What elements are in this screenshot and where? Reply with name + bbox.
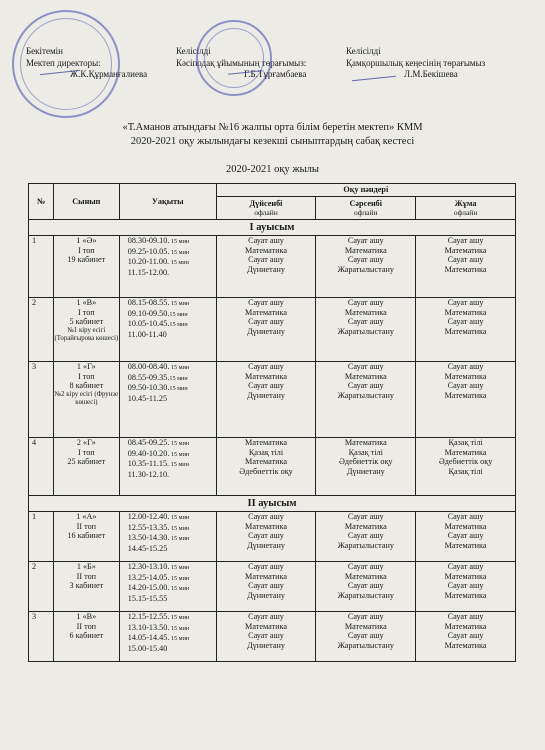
class-info: №2 кіру есігі (Фрунзе көшесі): [54, 390, 118, 406]
lesson-time: [128, 438, 216, 449]
subject: Сауат ашу: [347, 362, 384, 371]
union-stamp-icon: [196, 20, 272, 96]
table-row: [29, 612, 516, 662]
shift-two-header: II ауысым: [29, 496, 516, 512]
subject: Математика: [444, 326, 487, 336]
time-range: 12.30-13.10.: [127, 562, 170, 571]
subject: Математика: [444, 307, 487, 317]
row-number: 2: [29, 562, 54, 612]
table-row: [29, 236, 516, 298]
subject: Сауат ашу: [447, 381, 484, 391]
subjects-mon: [216, 438, 316, 496]
class-cell: [53, 362, 119, 438]
time-range: 15.00-15.40: [127, 643, 168, 653]
subjects-fri: [416, 438, 516, 496]
subject: Сауат ашу: [347, 317, 384, 327]
subject: Дүниетану: [247, 390, 285, 400]
subject: Жаратылыстану: [337, 390, 394, 400]
col-header-monday: [216, 197, 316, 220]
academic-year: 2020-2021 оқу жылы: [226, 164, 319, 175]
subject: Математика: [444, 245, 487, 255]
break-length: 15 мин: [169, 310, 188, 318]
day-mode: офлайн: [254, 207, 278, 217]
subject: Сауат ашу: [248, 581, 284, 591]
subject: Сауат ашу: [447, 531, 484, 541]
subject: Әдебиеттік оқу: [339, 457, 393, 467]
lesson-time: [128, 309, 216, 320]
subject: Сауат ашу: [447, 317, 484, 327]
document-subtitle: 2020-2021 оқу жылындағы кезекші сыныптардың сабақ кестесі: [130, 136, 415, 147]
shift-one-header: I ауысым: [29, 220, 516, 236]
time-cell: [119, 438, 216, 496]
subjects-mon: [216, 362, 316, 438]
lesson-time: [128, 594, 216, 605]
subject: Жаратылыстану: [337, 590, 394, 600]
subject: Сауат ашу: [447, 362, 484, 371]
subject: Сауат ашу: [347, 531, 384, 541]
subject: Жаратылыстану: [337, 326, 394, 336]
break-length: 15 мин: [169, 524, 190, 532]
approval-name: Г.Б.Тұрғамбаева: [244, 69, 307, 79]
row-number: 1: [29, 236, 54, 298]
time-range: 08.30-09.10.: [127, 236, 170, 245]
subject: Дүниетану: [247, 264, 285, 274]
class-info: I топ: [77, 307, 95, 317]
lesson-time: [128, 612, 216, 623]
row-number: 4: [29, 438, 54, 496]
lesson-time: [128, 523, 216, 534]
subject: Математика: [444, 371, 487, 381]
subject: Сауат ашу: [347, 631, 384, 641]
subject: Математика: [444, 540, 487, 550]
row-number: 3: [29, 362, 54, 438]
subjects-wed: [316, 236, 416, 298]
class-name: 1 «В»: [76, 612, 97, 621]
class-info: №1 кіру есігі (Торайғырова көшесі): [54, 326, 119, 342]
lesson-time: [128, 644, 216, 655]
subject: Математика: [245, 621, 287, 631]
break-length: 15 мин: [169, 614, 190, 621]
subject: Дүниетану: [346, 466, 385, 476]
row-number: 2: [29, 298, 54, 362]
subject: Сауат ашу: [347, 255, 384, 265]
time-range: 09.25-10.05.: [127, 246, 170, 256]
break-length: 15 мин: [169, 624, 190, 632]
time-range: 13.50-14.30.: [127, 533, 170, 543]
break-length: 15 мин: [169, 385, 188, 393]
subjects-mon: [216, 512, 316, 562]
lesson-time: [128, 383, 216, 394]
subject: Қазақ тілі: [448, 438, 483, 447]
time-range: 11.30-12.10.: [127, 469, 170, 479]
subject: Сауат ашу: [347, 512, 384, 521]
time-range: 14.20-15.00.: [127, 583, 170, 593]
subject: Қазақ тілі: [248, 447, 284, 457]
break-length: 15 мин: [169, 574, 190, 582]
subjects-wed: [316, 298, 416, 362]
break-length: 15 мин: [169, 321, 188, 329]
subject: Математика: [444, 571, 487, 581]
subject: Математика: [245, 371, 287, 381]
lesson-time: [128, 268, 216, 279]
class-cell: [53, 562, 119, 612]
break-length: 15 мин: [169, 259, 189, 267]
lesson-time: [128, 257, 216, 268]
time-range: 09.40-10.20.: [127, 448, 170, 458]
time-cell: [119, 612, 216, 662]
approval-position: Мектеп директоры:: [26, 57, 101, 68]
subject: Сауат ашу: [248, 612, 284, 621]
subject: Сауат ашу: [447, 562, 484, 571]
subject: Сауат ашу: [447, 631, 484, 641]
class-info: 5 кабинет: [69, 317, 104, 327]
approval-label: Келісілді: [346, 46, 381, 56]
time-range: 14.05-14.45.: [127, 633, 170, 643]
subject: Сауат ашу: [248, 531, 284, 541]
subject: Математика: [444, 590, 487, 600]
subject: Математика: [344, 438, 387, 447]
class-info: II топ: [76, 521, 97, 531]
subject: Сауат ашу: [248, 631, 284, 641]
subject: Сауат ашу: [248, 562, 284, 571]
class-info: I топ: [77, 371, 95, 381]
break-length: 15 мин: [169, 374, 188, 382]
break-length: 15 мин: [169, 585, 190, 593]
shift-two-row: [29, 496, 516, 512]
lesson-time: [128, 236, 216, 247]
subject: Сауат ашу: [248, 236, 284, 245]
subject: Математика: [344, 307, 387, 317]
row-number: 3: [29, 612, 54, 662]
subject: Сауат ашу: [447, 581, 484, 591]
subject: Дүниетану: [247, 590, 285, 600]
subject: Сауат ашу: [248, 298, 284, 307]
class-name: 1 «Б»: [76, 562, 96, 571]
time-range: 12.55-13.35.: [127, 522, 170, 532]
class-info: I топ: [77, 245, 95, 255]
lesson-time: [128, 583, 216, 594]
time-cell: [119, 298, 216, 362]
school-stamp-icon: [12, 10, 120, 118]
subject: Математика: [245, 457, 287, 467]
lesson-time: [128, 449, 216, 460]
break-length: 15 мин: [169, 238, 190, 245]
subject: Сауат ашу: [248, 362, 284, 371]
break-length: 15 мин: [169, 440, 190, 447]
subject: Сауат ашу: [447, 236, 484, 245]
approval-name: Ж.К.Құрманғалиева: [70, 69, 148, 79]
subjects-mon: [216, 562, 316, 612]
class-cell: [53, 512, 119, 562]
lesson-time: [128, 573, 216, 584]
subject: Дүниетану: [247, 640, 285, 650]
time-range: 09.10-09.50.: [127, 308, 170, 318]
subject: Жаратылыстану: [337, 264, 394, 274]
subject: Сауат ашу: [347, 581, 384, 591]
class-info: 16 кабинет: [67, 531, 106, 541]
break-length: 15 мин: [169, 635, 190, 643]
time-range: 14.45-15.25: [127, 543, 168, 553]
col-header-subjects: Оқу пәндері: [216, 184, 515, 197]
subject: Математика: [444, 640, 487, 650]
time-range: 10.45-11.25: [127, 393, 168, 403]
col-header-wednesday: [316, 197, 416, 220]
break-length: 15 мин: [169, 450, 190, 458]
subjects-fri: [416, 298, 516, 362]
subject: Математика: [344, 521, 387, 531]
subject: Сауат ашу: [347, 562, 384, 571]
class-cell: [53, 438, 119, 496]
class-name: 1 «Ә»: [76, 236, 97, 245]
lesson-time: [128, 459, 216, 470]
table-row: [29, 438, 516, 496]
time-range: 10.20-11.00.: [127, 257, 170, 267]
lesson-time: [128, 362, 216, 373]
class-cell: [53, 298, 119, 362]
subject: Сауат ашу: [248, 317, 284, 327]
subject: Математика: [444, 521, 487, 531]
lesson-time: [128, 623, 216, 634]
day-mode: офлайн: [354, 207, 378, 217]
class-cell: [53, 236, 119, 298]
approval-name: Л.М.Бекішева: [404, 69, 458, 79]
col-header-time: Уақыты: [119, 184, 216, 220]
schedule-table: [28, 183, 516, 662]
break-length: 15 мин: [169, 300, 190, 307]
lesson-time: [128, 562, 216, 573]
lesson-time: [128, 470, 216, 481]
subject: Сауат ашу: [447, 612, 484, 621]
day-name: Дүйсенбі: [249, 199, 283, 209]
subjects-fri: [416, 362, 516, 438]
time-range: 12.15-12.55.: [127, 612, 170, 621]
subjects-mon: [216, 612, 316, 662]
subject: Сауат ашу: [248, 512, 284, 521]
table-row: [29, 362, 516, 438]
lesson-time: [128, 633, 216, 644]
time-range: 10.35-11.15.: [127, 459, 170, 469]
subject: Математика: [444, 390, 487, 400]
subject: Сауат ашу: [347, 612, 384, 621]
table-row: [29, 512, 516, 562]
subject: Сауат ашу: [447, 298, 484, 307]
document-title: «Т.Аманов атындағы №16 жалпы орта білім беретін мектеп» КММ: [122, 122, 423, 133]
lesson-time: [128, 394, 216, 405]
subjects-mon: [216, 236, 316, 298]
class-cell: [53, 612, 119, 662]
subjects-wed: [316, 438, 416, 496]
class-name: 1 «Г»: [76, 362, 96, 371]
approval-label: Келісілді: [176, 46, 211, 56]
time-range: 10.05-10.45.: [127, 319, 170, 329]
subject: Математика: [245, 438, 287, 447]
class-info: II топ: [76, 621, 97, 631]
subject: Сауат ашу: [447, 255, 484, 265]
col-header-class: Сынып: [53, 184, 119, 220]
subject: Сауат ашу: [347, 298, 384, 307]
break-length: 15 мин: [169, 248, 190, 256]
subjects-mon: [216, 298, 316, 362]
subject: Сауат ашу: [347, 381, 384, 391]
time-range: 11.15-12.00.: [127, 267, 170, 277]
subjects-fri: [416, 512, 516, 562]
class-name: 2 «Г»: [76, 438, 96, 447]
time-cell: [119, 562, 216, 612]
time-range: 12.00-12.40.: [127, 512, 170, 521]
subject: Дүниетану: [247, 540, 285, 550]
subject: Математика: [245, 521, 287, 531]
class-name: 1 «А»: [76, 512, 97, 521]
class-info: 6 кабинет: [69, 631, 104, 641]
lesson-time: [128, 330, 216, 341]
subject: Дүниетану: [247, 326, 285, 336]
subject: Сауат ашу: [248, 381, 284, 391]
class-info: I топ: [77, 447, 95, 457]
break-length: 15 мин: [169, 564, 190, 571]
time-range: 09.50-10.30.: [127, 383, 170, 393]
subject: Жаратылыстану: [337, 640, 394, 650]
col-header-number: №: [29, 184, 54, 220]
break-length: 15 мин: [169, 535, 190, 543]
class-info: 19 кабинет: [67, 255, 106, 265]
subject: Әдебиеттік оқу: [438, 457, 493, 467]
subjects-wed: [316, 612, 416, 662]
table-row: [29, 298, 516, 362]
subject: Жаратылыстану: [337, 540, 394, 550]
lesson-time: [128, 544, 216, 555]
subject: Сауат ашу: [347, 236, 384, 245]
lesson-time: [128, 512, 216, 523]
approval-position: Кәсіподақ ұйымының төрағымыз:: [176, 57, 307, 68]
lesson-time: [128, 247, 216, 258]
approval-position: Қамқоршылық кеңесінің төрағымыз: [346, 57, 486, 68]
approval-label: Бекітемін: [26, 46, 63, 56]
day-name: Сәрсенбі: [349, 199, 383, 209]
subject: Әдебиеттік оқу: [239, 466, 293, 476]
break-length: 15 мин: [169, 461, 189, 469]
subject: Математика: [245, 571, 287, 581]
subject: Математика: [444, 264, 487, 274]
table-row: [29, 562, 516, 612]
time-range: 13.10-13.50.: [127, 622, 170, 632]
subject: Математика: [245, 245, 287, 255]
class-info: 8 кабинет: [69, 381, 104, 391]
subject: Сауат ашу: [447, 512, 484, 521]
time-cell: [119, 362, 216, 438]
subjects-fri: [416, 612, 516, 662]
subjects-wed: [316, 362, 416, 438]
subject: Математика: [344, 371, 387, 381]
break-length: 15 мин: [169, 514, 190, 521]
class-info: II топ: [76, 571, 97, 581]
subject: Математика: [344, 245, 387, 255]
time-range: 08.00-08.40.: [127, 362, 170, 371]
time-cell: [119, 512, 216, 562]
subjects-fri: [416, 236, 516, 298]
approval-council: [346, 46, 485, 81]
subject: Қазақ тілі: [448, 466, 483, 476]
subjects-fri: [416, 562, 516, 612]
lesson-time: [128, 319, 216, 330]
lesson-time: [128, 373, 216, 384]
time-range: 13.25-14.05.: [127, 572, 170, 582]
subject: Қазақ тілі: [348, 447, 383, 457]
lesson-time: [128, 533, 216, 544]
break-length: 15 мин: [169, 364, 190, 371]
day-mode: офлайн: [453, 207, 478, 217]
lesson-time: [128, 298, 216, 309]
subject: Математика: [344, 621, 387, 631]
time-range: 08.15-08.55.: [127, 298, 170, 307]
subject: Математика: [344, 571, 387, 581]
subjects-wed: [316, 562, 416, 612]
class-info: 25 кабинет: [67, 457, 106, 467]
subject: Математика: [444, 621, 487, 631]
time-range: 08.55-09.35.: [127, 372, 170, 382]
col-header-friday: [416, 197, 516, 220]
subject: Математика: [245, 307, 287, 317]
row-number: 1: [29, 512, 54, 562]
subject: Сауат ашу: [248, 255, 284, 265]
time-cell: [119, 236, 216, 298]
subjects-wed: [316, 512, 416, 562]
subject: Математика: [444, 447, 487, 457]
time-range: 08.45-09.25.: [127, 438, 170, 447]
time-range: 15.15-15.55: [127, 593, 168, 603]
time-range: 11.00-11.40: [127, 329, 167, 339]
day-name: Жұма: [454, 199, 477, 209]
class-name: 1 «В»: [76, 298, 97, 307]
class-info: 3 кабинет: [69, 581, 104, 591]
